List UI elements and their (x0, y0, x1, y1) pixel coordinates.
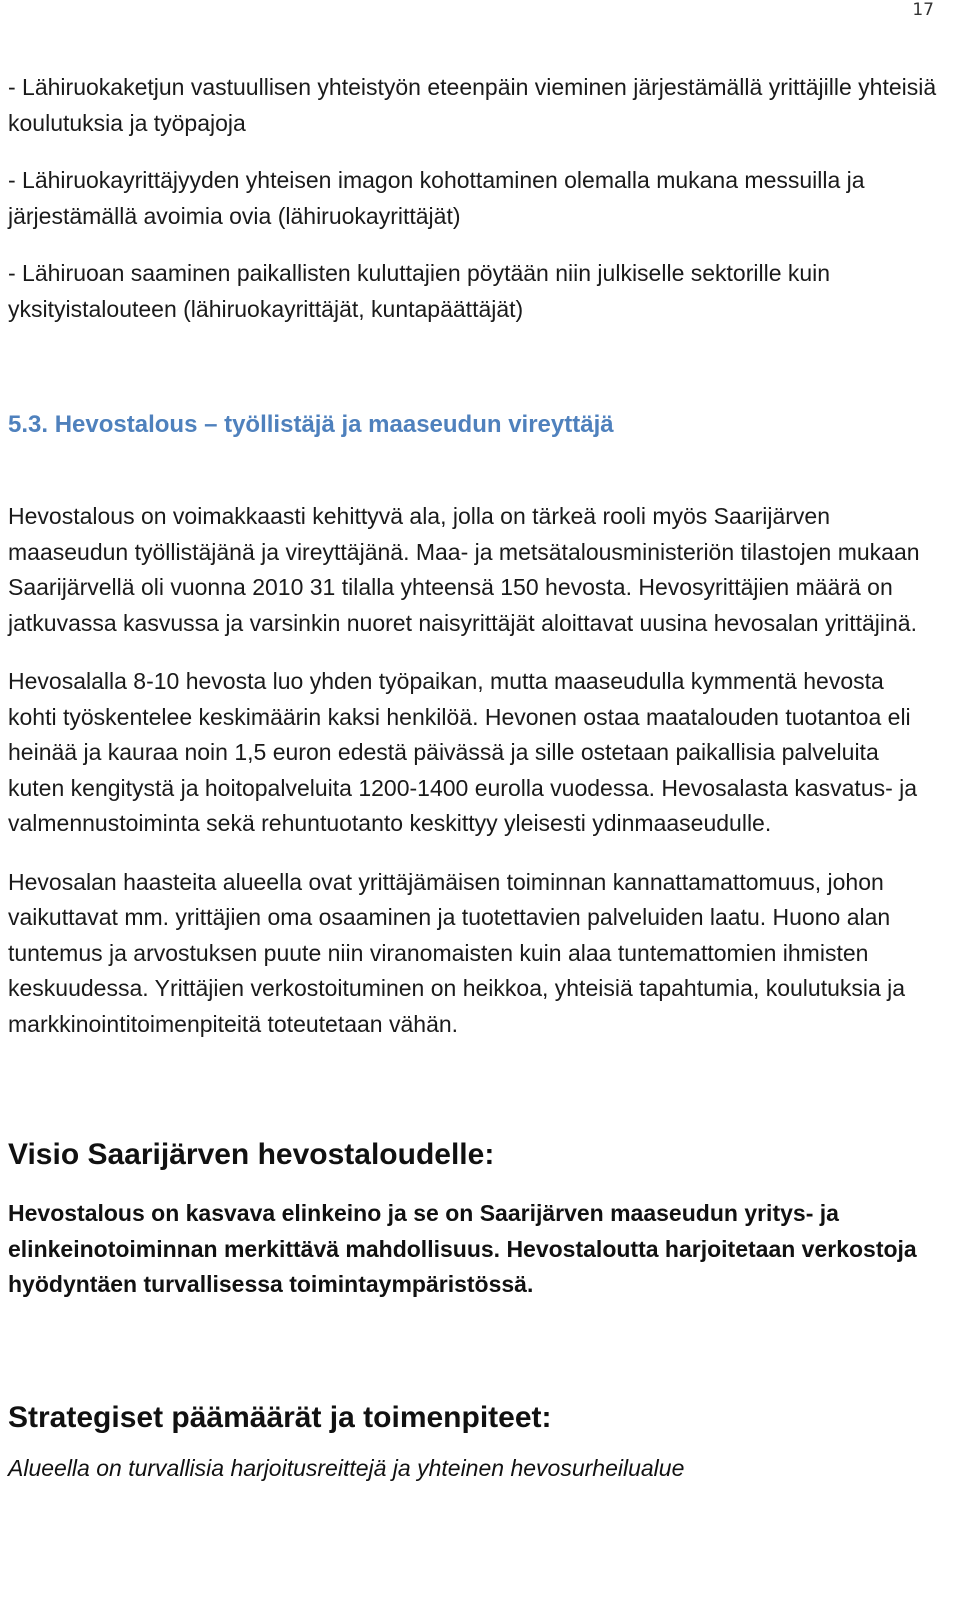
page-number: 17 (912, 0, 934, 20)
visio-heading: Visio Saarijärven hevostaloudelle: (8, 1138, 495, 1171)
bullet-item: - Lähiruokayrittäjyyden yhteisen imagon kohottaminen olemalla mukana messuilla ja järjestämällä avoimia ovia (lähiruokayrittäjät) (8, 167, 865, 229)
visio-text: Hevostalous on kasvava elinkeino ja se on Saarijärven maaseudun yritys- ja elinkeinotoiminnan merkittävä mahdollisuus. Hevostaloutta harjoitetaan verkostoja hyödyntäen turvallisessa toimintaympäristössä. (8, 1200, 917, 1297)
bullet-item: - Lähiruoan saaminen paikallisten kuluttajien pöytään niin julkiselle sektorille kuin yksityistalouteen (lähiruokayrittäjät, kuntapäättäjät) (8, 260, 831, 322)
body-paragraph: Hevostalous on voimakkaasti kehittyvä ala, jolla on tärkeä rooli myös Saarijärven maaseudun työllistäjänä ja vireyttäjänä. Maa- ja metsätalousministeriön tilastojen mukaan Saarijärvellä oli vuonna 2010 31 tilalla yhteensä 150 hevosta. Hevosyrittäjien määrä on jatkuvassa kasvussa ja varsinkin nuoret naisyrittäjät aloittavat uusina hevosalan yrittäjinä. (8, 503, 920, 636)
section-heading: 5.3. Hevostalous – työllistäjä ja maaseudun vireyttäjä (8, 411, 614, 438)
strategy-item: Alueella on turvallisia harjoitusreittejä ja yhteinen hevosurheilualue (8, 1454, 685, 1481)
body-paragraph: Hevosalalla 8-10 hevosta luo yhden työpaikan, mutta maaseudulla kymmentä hevosta kohti työskentelee keskimäärin kaksi henkilöä. Hevonen ostaa maatalouden tuotantoa eli heinää ja kauraa noin 1,5 euron edestä päivässä ja sille ostetaan paikallisia palveluita kuten kengitystä ja hoitopalveluita 1200-1400 eurolla vuodessa. Hevosalasta kasvatus- ja valmennustoiminta sekä rehuntuotanto keskittyy yleisesti ydinmaaseudulle. (8, 668, 918, 836)
body-paragraph: Hevosalan haasteita alueella ovat yrittäjämäisen toiminnan kannattamattomuus, johon vaikuttavat mm. yrittäjien oma osaaminen ja tuotettavien palveluiden laatu. Huono alan tuntemus ja arvostuksen puute niin viranomaisten kuin alaa tuntemattomien ihmisten keskuudessa. Yrittäjien verkostoituminen on heikkoa, yhteisiä tapahtumia, koulutuksia ja markkinointitoimenpiteitä toteutetaan vähän. (8, 868, 906, 1037)
bullet-item: - Lähiruokaketjun vastuullisen yhteistyön eteenpäin vieminen järjestämällä yrittäjille yhteisiä koulutuksia ja työpajoja (8, 74, 937, 136)
document-body (8, 70, 938, 1486)
strategy-heading: Strategiset päämäärät ja toimenpiteet: (8, 1400, 552, 1434)
